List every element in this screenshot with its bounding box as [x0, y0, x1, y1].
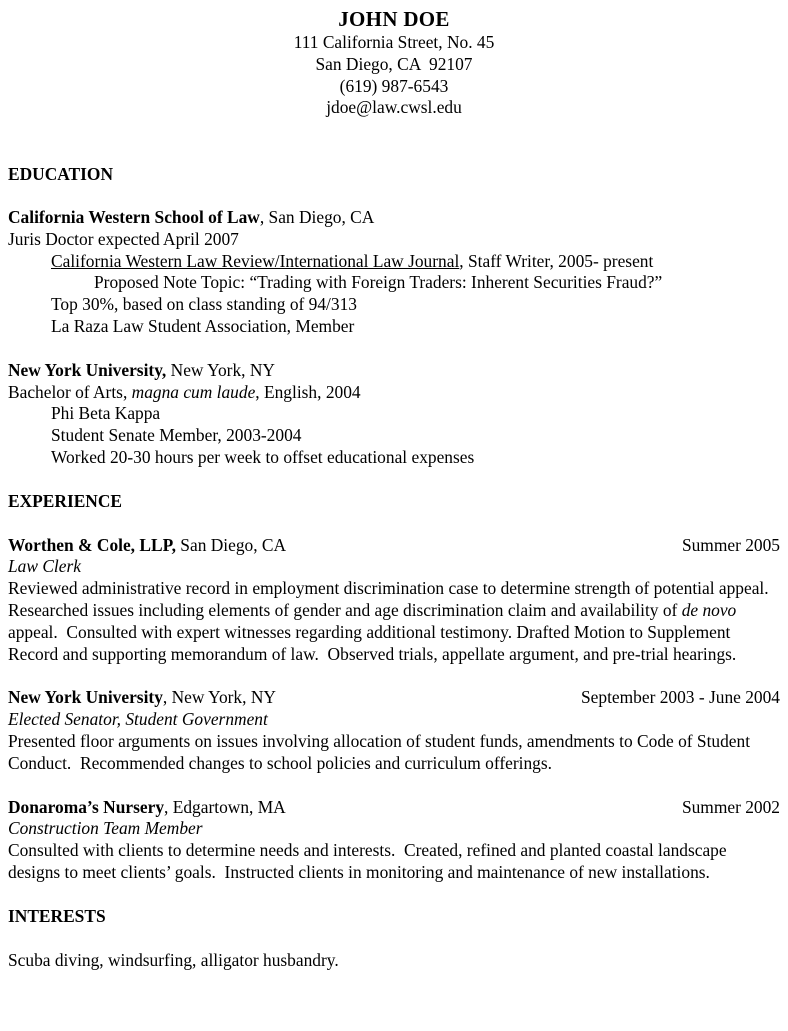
interests-text: Scuba diving, windsurfing, alligator husbandry. — [8, 949, 339, 970]
job-title: Law Clerk — [8, 556, 81, 577]
nyu-degree-honor: magna cum laude — [131, 381, 256, 402]
job-desc-part-a: Reviewed administrative record in employment discrimination case to determine strength of potential appeal. Researched issues including elements of gender and age discrimination claim and availability of — [8, 578, 778, 620]
nyu-item-1: Phi Beta Kappa — [51, 403, 161, 424]
job-header — [8, 535, 780, 557]
job-title: Elected Senator, Student Government — [8, 709, 268, 730]
cwsl-note-topic: Proposed Note Topic: “Trading with Foreign Traders: Inherent Securities Fraud?” — [94, 272, 663, 293]
education-heading: EDUCATION — [8, 164, 113, 185]
experience-heading: EXPERIENCE — [8, 490, 123, 511]
nyu-degree-pre: Bachelor of Arts, — [8, 381, 132, 402]
job-org-line — [8, 797, 286, 819]
cwsl-school-name: California Western School of Law — [8, 206, 260, 227]
job-desc-part-b: appeal. Consulted with expert witnesses regarding additional testimony. Drafted Motion to Supplement Record and supporting memorandum of law. Observed trials, appellate argument, and pre-trial hearings. — [8, 599, 741, 664]
job-header — [8, 797, 780, 819]
job-org-line — [8, 535, 286, 557]
job-entry — [8, 687, 780, 774]
job-description: Presented floor arguments on issues involving allocation of student funds, amendments to Code of Student Conduct. Recommended changes to school policies and curriculum offerings. — [8, 730, 755, 773]
job-header — [8, 687, 780, 709]
job-dates: Summer 2002 — [681, 796, 780, 817]
nyu-school-name: New York University, — [8, 359, 167, 380]
resume-header — [8, 6, 780, 119]
job-org: New York University — [8, 687, 163, 708]
nyu-location: New York, NY — [166, 359, 275, 380]
job-desc-italic: de novo — [681, 599, 737, 620]
address-line-2: San Diego, CA 92107 — [315, 53, 473, 74]
cwsl-association: La Raza Law Student Association, Member — [51, 315, 355, 336]
cwsl-school-line — [8, 207, 780, 229]
job-location: San Diego, CA — [175, 534, 287, 555]
job-dates: September 2003 - June 2004 — [581, 687, 780, 708]
address-line-1: 111 California Street, No. 45 — [293, 32, 495, 52]
job-org: Worthen & Cole, LLP, — [8, 534, 176, 555]
cwsl-journal-line — [8, 251, 780, 273]
nyu-item-3: Worked 20-30 hours per week to offset educational expenses — [51, 446, 475, 467]
cwsl-degree: Juris Doctor expected April 2007 — [8, 228, 239, 249]
email-address: jdoe@law.cwsl.edu — [326, 97, 462, 118]
job-description: Consulted with clients to determine needs and interests. Created, refined and planted coastal landscape designs to meet clients’ goals. Instructed clients in monitoring and maintenance of new installations. — [8, 840, 731, 882]
resume-page — [8, 6, 780, 971]
education-nyu — [8, 360, 780, 469]
job-entry — [8, 535, 780, 666]
job-title: Construction Team Member — [8, 818, 203, 839]
phone-number: (619) 987-6543 — [339, 75, 449, 96]
candidate-name: JOHN DOE — [338, 7, 450, 31]
cwsl-journal-role: , Staff Writer, 2005- present — [459, 250, 654, 271]
job-description — [8, 578, 780, 665]
job-org-line — [8, 687, 276, 709]
nyu-degree-line — [8, 382, 780, 404]
job-org: Donaroma’s Nursery — [8, 796, 165, 817]
cwsl-location: , San Diego, CA — [259, 206, 375, 227]
education-cwsl — [8, 207, 780, 338]
job-entry — [8, 797, 780, 884]
cwsl-journal-name: California Western Law Review/International Law Journal — [51, 250, 460, 271]
interests-heading: INTERESTS — [8, 905, 106, 926]
nyu-school-line — [8, 360, 780, 382]
cwsl-class-rank: Top 30%, based on class standing of 94/313 — [51, 294, 357, 315]
nyu-item-2: Student Senate Member, 2003-2004 — [51, 425, 302, 446]
job-location: , New York, NY — [162, 687, 276, 708]
job-location: , Edgartown, MA — [164, 796, 286, 817]
nyu-degree-post: , English, 2004 — [255, 381, 361, 402]
job-dates: Summer 2005 — [681, 534, 780, 555]
